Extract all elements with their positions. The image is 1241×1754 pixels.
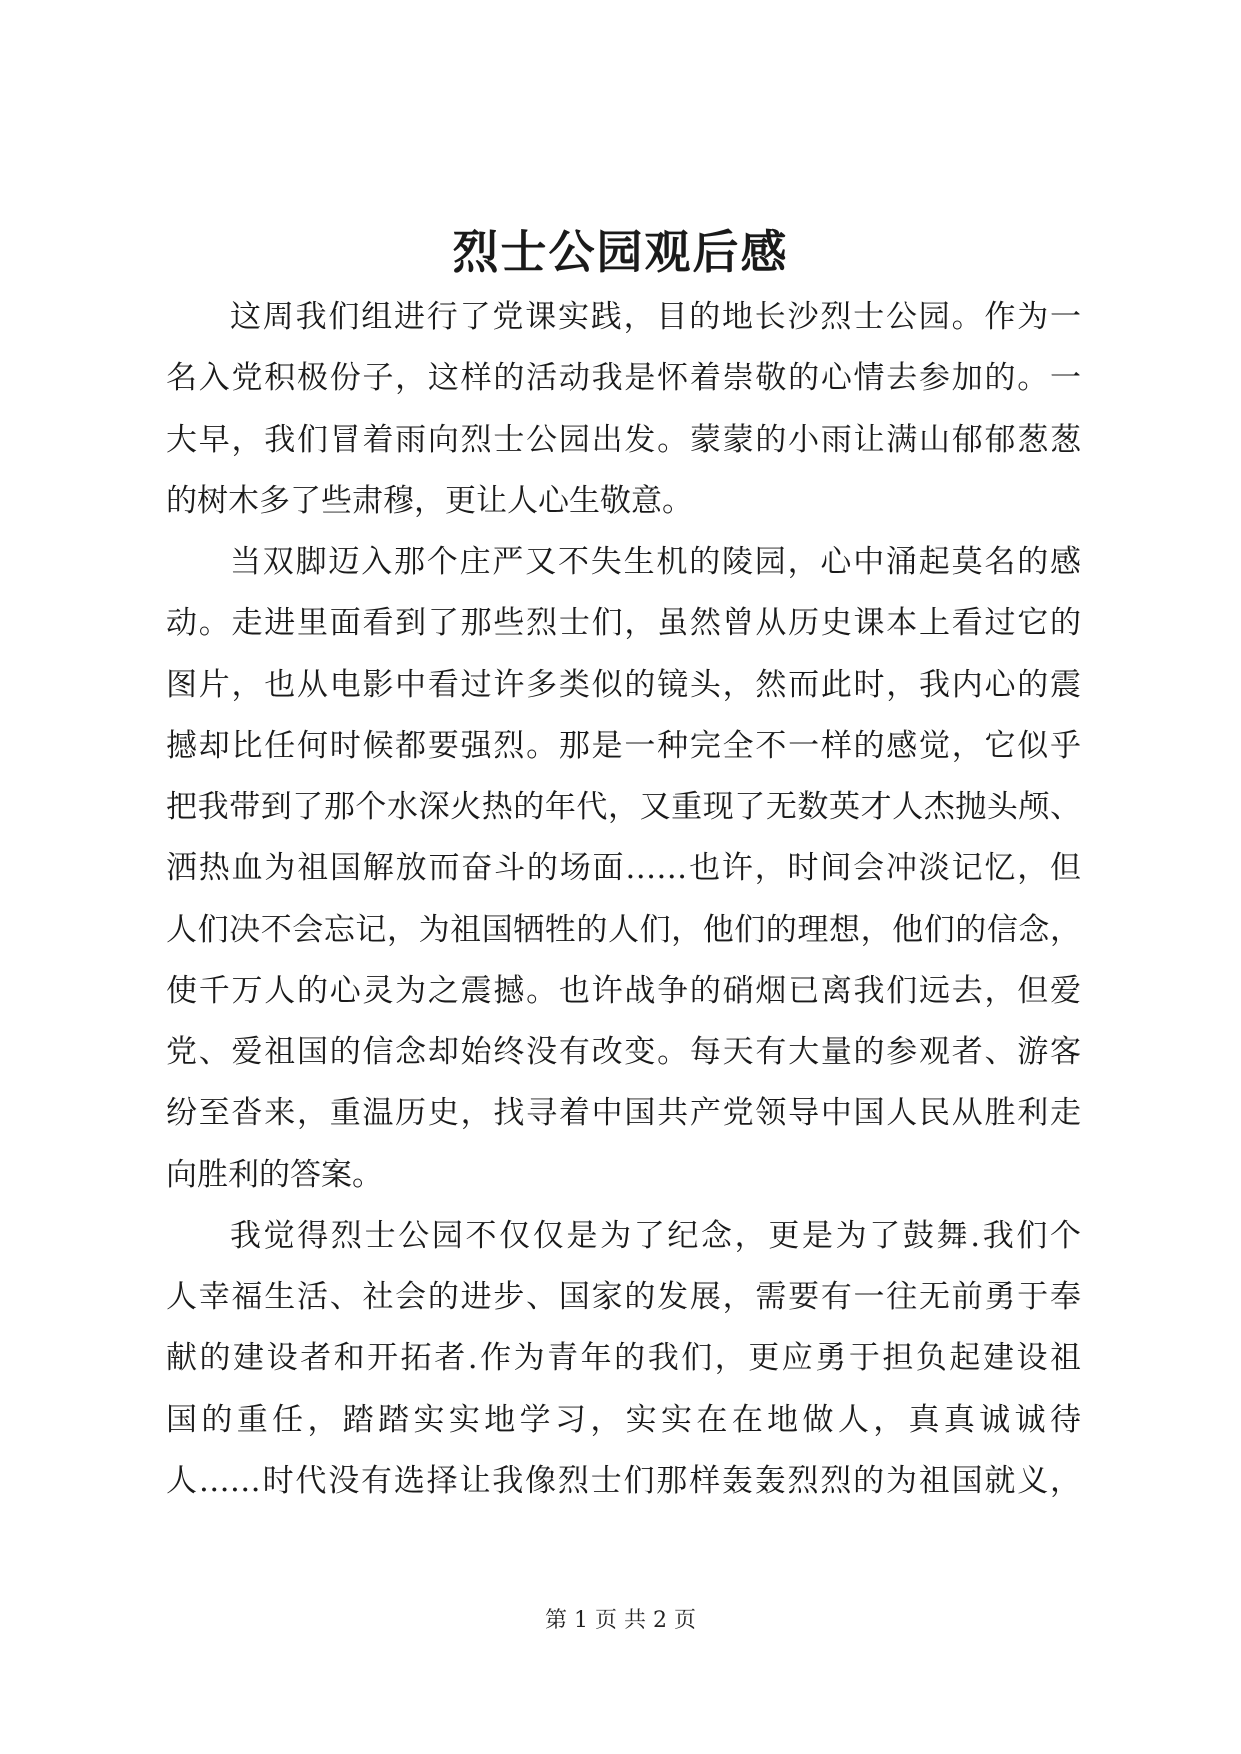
text-line: 图片，也从电影中看过许多类似的镜头，然而此时，我内心的震 — [166, 666, 1081, 703]
document-body — [166, 287, 1081, 1512]
text-line: 动。走进里面看到了那些烈士们，虽然曾从历史课本上看过它的 — [166, 605, 1081, 642]
text-line: 国的重任，踏踏实实地学习，实实在在地做人，真真诚诚待 — [166, 1401, 1081, 1438]
text-line: 纷至沓来，重温历史，找寻着中国共产党领导中国人民从胜利走 — [166, 1095, 1081, 1132]
page-number-footer: 第 1 页 共 2 页 — [545, 1608, 696, 1633]
text-line: 撼却比任何时候都要强烈。那是一种完全不一样的感觉，它似乎 — [166, 727, 1081, 764]
text-line: 党、爱祖国的信念却始终没有改变。每天有大量的参观者、游客 — [166, 1034, 1081, 1070]
text-line: 这周我们组进行了党课实践，目的地长沙烈士公园。作为一 — [230, 299, 1081, 335]
text-line: 人们决不会忘记，为祖国牺牲的人们，他们的理想，他们的信念， — [166, 911, 1081, 948]
text-line: 洒热血为祖国解放而奋斗的场面……也许，时间会冲淡记忆，但 — [166, 850, 1081, 887]
text-line: 人幸福生活、社会的进步、国家的发展，需要有一往无前勇于奉 — [166, 1279, 1081, 1315]
text-line: 的树木多了些肃穆，更让人心生敬意。 — [166, 482, 693, 519]
text-line: 我觉得烈士公园不仅仅是为了纪念，更是为了鼓舞.我们个 — [230, 1217, 1081, 1254]
text-line: 名入党积极份子，这样的活动我是怀着崇敬的心情去参加的。一 — [166, 360, 1081, 397]
text-line: 大早，我们冒着雨向烈士公园出发。蒙蒙的小雨让满山郁郁葱葱 — [166, 421, 1081, 458]
text-line: 人……时代没有选择让我像烈士们那样轰轰烈烈的为祖国就义， — [166, 1462, 1081, 1499]
document-title: 烈士公园观后感 — [452, 225, 789, 279]
text-line: 向胜利的答案。 — [166, 1156, 383, 1193]
text-line: 使千万人的心灵为之震撼。也许战争的硝烟已离我们远去，但爱 — [166, 972, 1081, 1009]
text-line: 当双脚迈入那个庄严又不失生机的陵园，心中涌起莫名的感 — [230, 544, 1081, 580]
text-line: 把我带到了那个水深火热的年代，又重现了无数英才人杰抛头颅、 — [166, 789, 1081, 825]
text-line: 献的建设者和开拓者.作为青年的我们，更应勇于担负起建设祖 — [166, 1340, 1081, 1377]
